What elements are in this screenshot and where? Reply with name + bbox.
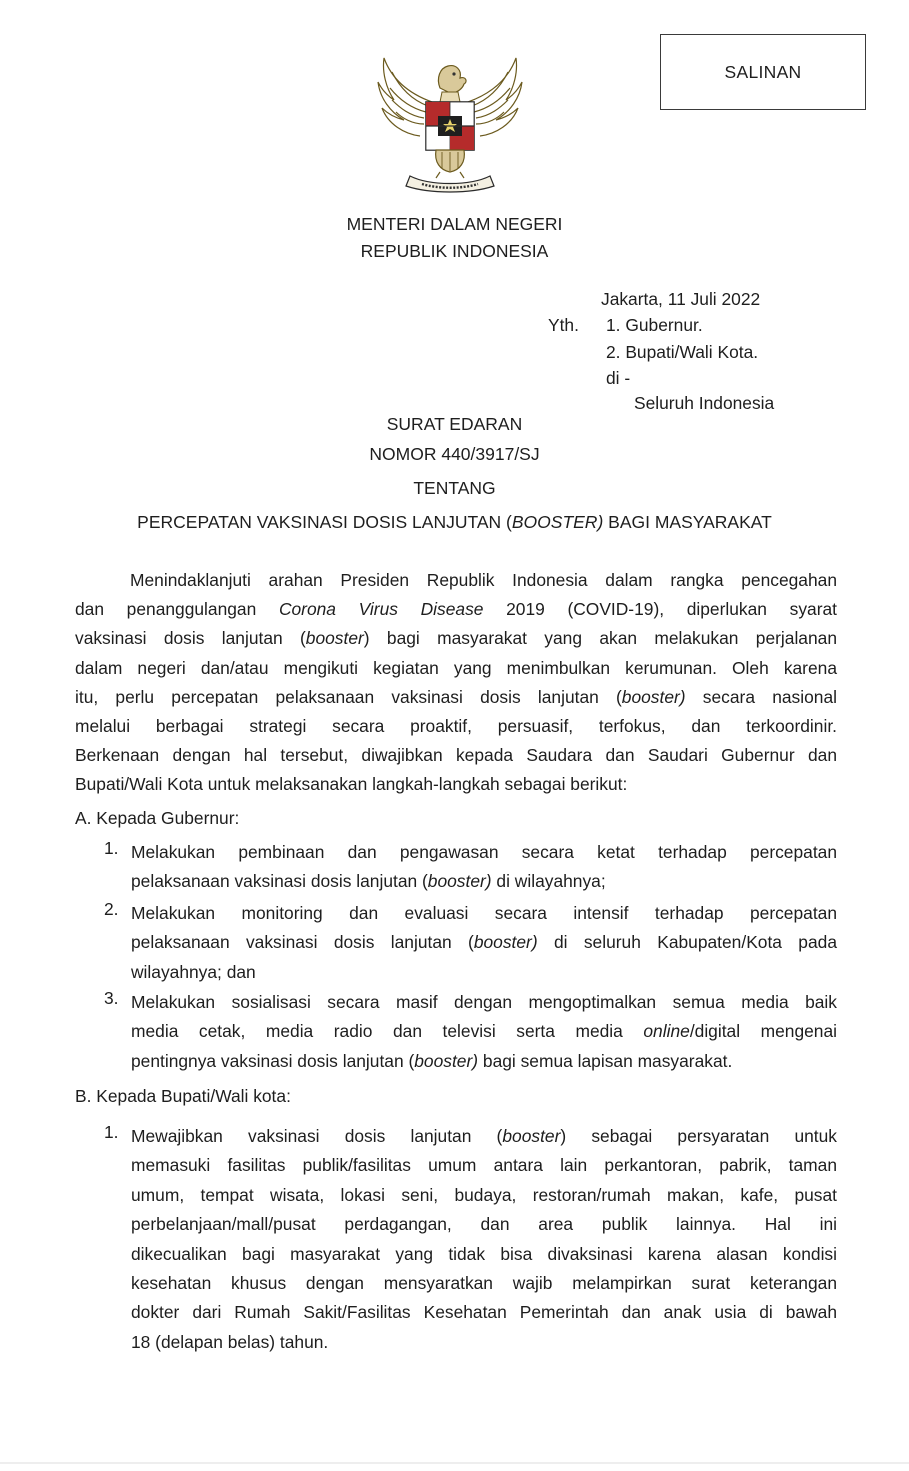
section-a-item-3: Melakukan sosialisasi secara masif dengan mengoptimalkan semua media baik media cetak, media radio dan televisi serta media online/digital mengenai pentingnya vaksinasi dosis lanjutan (booster) bagi semua lapisan masyarakat.: [131, 992, 838, 1071]
document-subject: PERCEPATAN VAKSINASI DOSIS LANJUTAN (BOOSTER) BAGI MASYARAKAT: [137, 512, 772, 532]
section-a-item-1: Melakukan pembinaan dan pengawasan secara ketat terhadap percepatan pelaksanaan vaksinasi dosis lanjutan (booster) di wilayahnya;: [131, 842, 837, 892]
issuer-title-line-1: MENTERI DALAM NEGERI: [346, 214, 563, 234]
letter-date: Jakarta, 11 Juli 2022: [601, 289, 761, 309]
addressee-recipient: 1. Gubernur.: [606, 315, 703, 335]
document-type: SURAT EDARAN: [386, 414, 523, 434]
list-item-number: 1.: [104, 838, 119, 858]
addressee-salutation: Yth.: [548, 315, 579, 335]
addressee-recipient: 2. Bupati/Wali Kota.: [606, 342, 759, 362]
list-item-number: 3.: [104, 988, 119, 1008]
document-about: TENTANG: [413, 478, 496, 498]
section-b-heading: B. Kepada Bupati/Wali kota:: [75, 1086, 291, 1106]
copy-stamp-box: [660, 34, 866, 110]
document-number: NOMOR 440/3917/SJ: [369, 444, 540, 464]
copy-stamp-label: SALINAN: [724, 61, 802, 82]
issuer-title-line-2: REPUBLIK INDONESIA: [360, 241, 549, 261]
section-a-item-2: Melakukan monitoring dan evaluasi secara intensif terhadap percepatan pelaksanaan vaksinasi dosis lanjutan (booster) di seluruh Kabupaten/Kota pada wilayahnya; dan: [131, 903, 837, 982]
list-item-number: 1.: [104, 1122, 119, 1142]
addressee-location: Seluruh Indonesia: [634, 393, 775, 413]
garuda-pancasila-emblem-icon: [370, 44, 530, 196]
list-item-number: 2.: [104, 899, 119, 919]
section-b-item-1: Mewajibkan vaksinasi dosis lanjutan (booster) sebagai persyaratan untuk memasuki fasilitas publik/fasilitas umum antara lain perkantoran, pabrik, taman umum, tempat wisata, lokasi seni, budaya, restoran/rumah makan, kafe, pusat perbelanjaan/mall/pusat perdagangan, dan area publik lainnya. Hal ini dikecualikan bagi masyarakat yang tidak bisa divaksinasi karena alasan kondisi kesehatan khusus dengan mensyaratkan wajib melampirkan surat keterangan dokter dari Rumah Sakit/Fasilitas Kesehatan Pemerintah dan anak usia di bawah 18 (delapan belas) tahun.: [131, 1126, 837, 1352]
intro-paragraph: Menindaklanjuti arahan Presiden Republik Indonesia dalam rangka pencegahan dan penanggulangan Corona Virus Disease 2019 (COVID-19), diperlukan syarat vaksinasi dosis lanjutan (booster) bagi masyarakat yang akan melakukan perjalanan dalam negeri dan/atau mengikuti kegiatan yang menimbulkan kerumunan. Oleh karena itu, perlu percepatan pelaksanaan vaksinasi dosis lanjutan (booster) secara nasional melalui berbagai strategi secara proaktif, persuasif, terfokus, dan terkoordinir. Berkenaan dengan hal tersebut, diwajibkan kepada Saudara dan Saudari Gubernur dan Bupati/Wali Kota untuk melaksanakan langkah-langkah sebagai berikut:: [75, 570, 837, 795]
section-a-heading: A. Kepada Gubernur:: [75, 808, 240, 828]
page-bottom-edge: [0, 1462, 909, 1464]
addressee-di: di -: [606, 368, 631, 388]
